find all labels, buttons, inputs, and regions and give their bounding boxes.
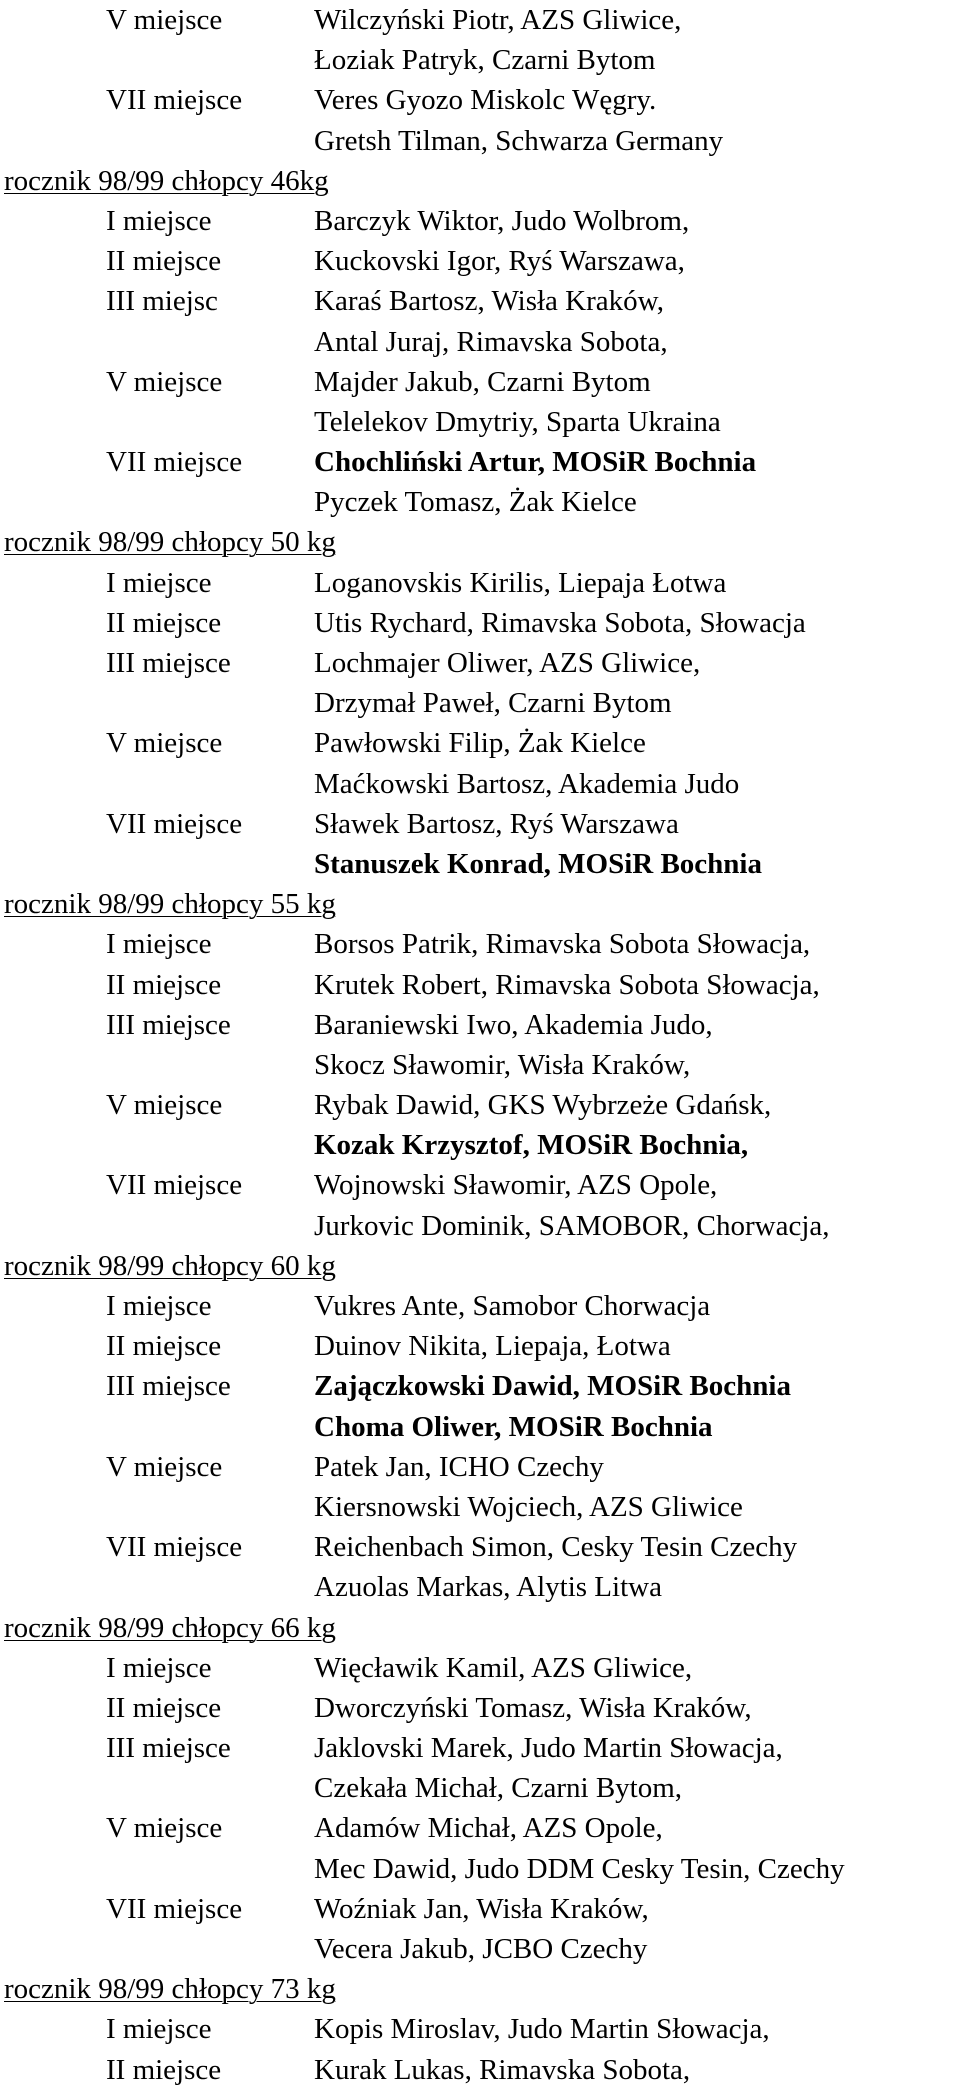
result-row bbox=[0, 723, 960, 763]
competitor-name: Skocz Sławomir, Wisła Kraków, bbox=[314, 1048, 691, 1081]
competitor-name: Krutek Robert, Rimavska Sobota Słowacja, bbox=[314, 968, 820, 1001]
place-label: I miejsce bbox=[106, 566, 212, 599]
result-row bbox=[0, 281, 960, 321]
result-row bbox=[0, 643, 960, 683]
competitor-name: Loganovskis Kirilis, Liepaja Łotwa bbox=[314, 566, 727, 599]
result-row bbox=[0, 764, 960, 804]
result-row bbox=[0, 1688, 960, 1728]
category-header bbox=[0, 161, 960, 201]
competitor-name: Więcławik Kamil, AZS Gliwice, bbox=[314, 1651, 693, 1684]
result-row bbox=[0, 442, 960, 482]
place-label: I miejsce bbox=[106, 1290, 212, 1322]
competitor-name: Dworczyński Tomasz, Wisła Kraków, bbox=[314, 1691, 752, 1724]
result-row bbox=[0, 482, 960, 522]
competitor-name: Telelekov Dmytriy, Sparta Ukraina bbox=[314, 405, 721, 438]
result-row bbox=[0, 322, 960, 362]
category-header bbox=[0, 1246, 960, 1286]
result-row bbox=[0, 1648, 960, 1688]
result-row bbox=[0, 1567, 960, 1607]
competitor-name: Zajączkowski Dawid, MOSiR Bochnia bbox=[314, 1370, 791, 1403]
place-label: VII miejsce bbox=[106, 446, 243, 479]
result-row bbox=[0, 241, 960, 281]
competitor-name: Wilczyński Piotr, AZS Gliwice, bbox=[314, 4, 682, 36]
result-row bbox=[0, 1808, 960, 1848]
result-row bbox=[0, 1125, 960, 1165]
place-label: VII miejsce bbox=[106, 1169, 243, 1202]
result-row bbox=[0, 1447, 960, 1487]
category-title: rocznik 98/99 chłopcy 55 kg bbox=[4, 888, 336, 921]
competitor-name: Lochmajer Oliwer, AZS Gliwice, bbox=[314, 647, 701, 679]
result-row bbox=[0, 965, 960, 1005]
place-label: V miejsce bbox=[106, 1812, 223, 1845]
result-row bbox=[0, 201, 960, 241]
result-row bbox=[0, 1889, 960, 1929]
competitor-name: Kiersnowski Wojciech, AZS Gliwice bbox=[314, 1490, 743, 1523]
competitor-name: Borsos Patrik, Rimavska Sobota Słowacja, bbox=[314, 928, 811, 961]
result-row bbox=[0, 1286, 960, 1326]
place-label: III miejsce bbox=[106, 647, 231, 679]
result-row bbox=[0, 844, 960, 884]
place-label: VII miejsce bbox=[106, 84, 243, 117]
result-row bbox=[0, 1407, 960, 1447]
place-label: II miejsce bbox=[106, 968, 222, 1001]
place-label: III miejsce bbox=[106, 1370, 231, 1403]
category-title: rocznik 98/99 chłopcy 73 kg bbox=[4, 1973, 336, 2006]
result-row bbox=[0, 2009, 960, 2049]
competitor-name: Azuolas Markas, Alytis Litwa bbox=[314, 1571, 662, 1604]
competitor-name: Pawłowski Filip, Żak Kielce bbox=[314, 727, 646, 760]
competitor-name: Barczyk Wiktor, Judo Wolbrom, bbox=[314, 204, 690, 237]
result-row bbox=[0, 1929, 960, 1969]
result-row bbox=[0, 1085, 960, 1125]
result-row bbox=[0, 1045, 960, 1085]
competitor-name: Gretsh Tilman, Schwarza Germany bbox=[314, 124, 724, 157]
category-title: rocznik 98/99 chłopcy 66 kg bbox=[4, 1611, 336, 1644]
competitor-name: Karaś Bartosz, Wisła Kraków, bbox=[314, 285, 664, 318]
place-label: V miejsce bbox=[106, 1450, 223, 1483]
result-row bbox=[0, 402, 960, 442]
competitor-name: Chochliński Artur, MOSiR Bochnia bbox=[314, 446, 757, 479]
result-row bbox=[0, 1527, 960, 1567]
category-header bbox=[0, 1608, 960, 1648]
result-row bbox=[0, 121, 960, 161]
competitor-name: Łoziak Patryk, Czarni Bytom bbox=[314, 44, 656, 77]
place-label: V miejsce bbox=[106, 365, 223, 398]
competitor-name: Jaklovski Marek, Judo Martin Słowacja, bbox=[314, 1732, 783, 1765]
result-row bbox=[0, 1005, 960, 1045]
competitor-name: Choma Oliwer, MOSiR Bochnia bbox=[314, 1410, 713, 1443]
result-row bbox=[0, 683, 960, 723]
place-label: I miejsce bbox=[106, 928, 212, 961]
competitor-name: Stanuszek Konrad, MOSiR Bochnia bbox=[314, 847, 762, 880]
place-label: V miejsce bbox=[106, 1089, 223, 1122]
category-header bbox=[0, 1969, 960, 2009]
competitor-name: Majder Jakub, Czarni Bytom bbox=[314, 365, 651, 398]
competitor-name: Drzymał Paweł, Czarni Bytom bbox=[314, 687, 672, 720]
result-row bbox=[0, 1165, 960, 1205]
competitor-name: Kurak Lukas, Rimavska Sobota, bbox=[314, 2053, 691, 2086]
result-row bbox=[0, 1326, 960, 1366]
competitor-name: Baraniewski Iwo, Akademia Judo, bbox=[314, 1008, 713, 1041]
place-label: I miejsce bbox=[106, 1651, 212, 1684]
result-row bbox=[0, 1728, 960, 1768]
result-row bbox=[0, 924, 960, 964]
competitor-name: Kuckovski Igor, Ryś Warszawa, bbox=[314, 245, 685, 278]
competitor-name: Jurkovic Dominik, SAMOBOR, Chorwacja, bbox=[314, 1209, 830, 1242]
competitor-name: Wojnowski Sławomir, AZS Opole, bbox=[314, 1169, 718, 1202]
place-label: III miejsc bbox=[106, 285, 218, 318]
competitor-name: Pyczek Tomasz, Żak Kielce bbox=[314, 486, 637, 519]
competitor-name: Kopis Miroslav, Judo Martin Słowacja, bbox=[314, 2013, 770, 2046]
competitor-name: Adamów Michał, AZS Opole, bbox=[314, 1812, 663, 1845]
result-row bbox=[0, 1849, 960, 1889]
place-label: V miejsce bbox=[106, 4, 223, 36]
place-label: II miejsce bbox=[106, 1330, 222, 1363]
competitor-name: Sławek Bartosz, Ryś Warszawa bbox=[314, 807, 679, 840]
category-title: rocznik 98/99 chłopcy 60 kg bbox=[4, 1249, 336, 1282]
place-label: V miejsce bbox=[106, 727, 223, 760]
competitor-name: Antal Juraj, Rimavska Sobota, bbox=[314, 325, 668, 358]
place-label: II miejsce bbox=[106, 606, 222, 639]
place-label: III miejsce bbox=[106, 1008, 231, 1041]
result-row bbox=[0, 362, 960, 402]
place-label: II miejsce bbox=[106, 1691, 222, 1724]
result-row bbox=[0, 0, 960, 40]
place-label: I miejsce bbox=[106, 204, 212, 237]
category-title: rocznik 98/99 chłopcy 46kg bbox=[4, 164, 329, 197]
category-header bbox=[0, 884, 960, 924]
place-label: VII miejsce bbox=[106, 1531, 243, 1564]
competitor-name: Vukres Ante, Samobor Chorwacja bbox=[314, 1290, 711, 1322]
competitor-name: Veres Gyozo Miskolc Węgry. bbox=[314, 84, 657, 117]
competitor-name: Duinov Nikita, Liepaja, Łotwa bbox=[314, 1330, 671, 1363]
competitor-name: Woźniak Jan, Wisła Kraków, bbox=[314, 1892, 649, 1925]
place-label: VII miejsce bbox=[106, 1892, 243, 1925]
competitor-name: Maćkowski Bartosz, Akademia Judo bbox=[314, 767, 740, 800]
result-row bbox=[0, 804, 960, 844]
place-label: I miejsce bbox=[106, 2013, 212, 2046]
result-row bbox=[0, 40, 960, 80]
competitor-name: Kozak Krzysztof, MOSiR Bochnia, bbox=[314, 1129, 749, 1162]
place-label: VII miejsce bbox=[106, 807, 243, 840]
competitor-name: Utis Rychard, Rimavska Sobota, Słowacja bbox=[314, 606, 806, 639]
result-row bbox=[0, 603, 960, 643]
result-row bbox=[0, 80, 960, 120]
competitor-name: Reichenbach Simon, Cesky Tesin Czechy bbox=[314, 1531, 798, 1564]
competitor-name: Patek Jan, ICHO Czechy bbox=[314, 1450, 604, 1483]
place-label: II miejsce bbox=[106, 245, 222, 278]
result-row bbox=[0, 1768, 960, 1808]
place-label: III miejsce bbox=[106, 1732, 231, 1765]
result-row bbox=[0, 1366, 960, 1406]
result-row bbox=[0, 1487, 960, 1527]
result-row bbox=[0, 1206, 960, 1246]
place-label: II miejsce bbox=[106, 2053, 222, 2086]
category-title: rocznik 98/99 chłopcy 50 kg bbox=[4, 526, 336, 559]
result-row bbox=[0, 2050, 960, 2090]
competitor-name: Vecera Jakub, JCBO Czechy bbox=[314, 1933, 648, 1965]
competitor-name: Rybak Dawid, GKS Wybrzeże Gdańsk, bbox=[314, 1089, 772, 1122]
competitor-name: Mec Dawid, Judo DDM Cesky Tesin, Czechy bbox=[314, 1852, 845, 1885]
competitor-name: Czekała Michał, Czarni Bytom, bbox=[314, 1772, 683, 1805]
category-header bbox=[0, 522, 960, 562]
result-row bbox=[0, 563, 960, 603]
